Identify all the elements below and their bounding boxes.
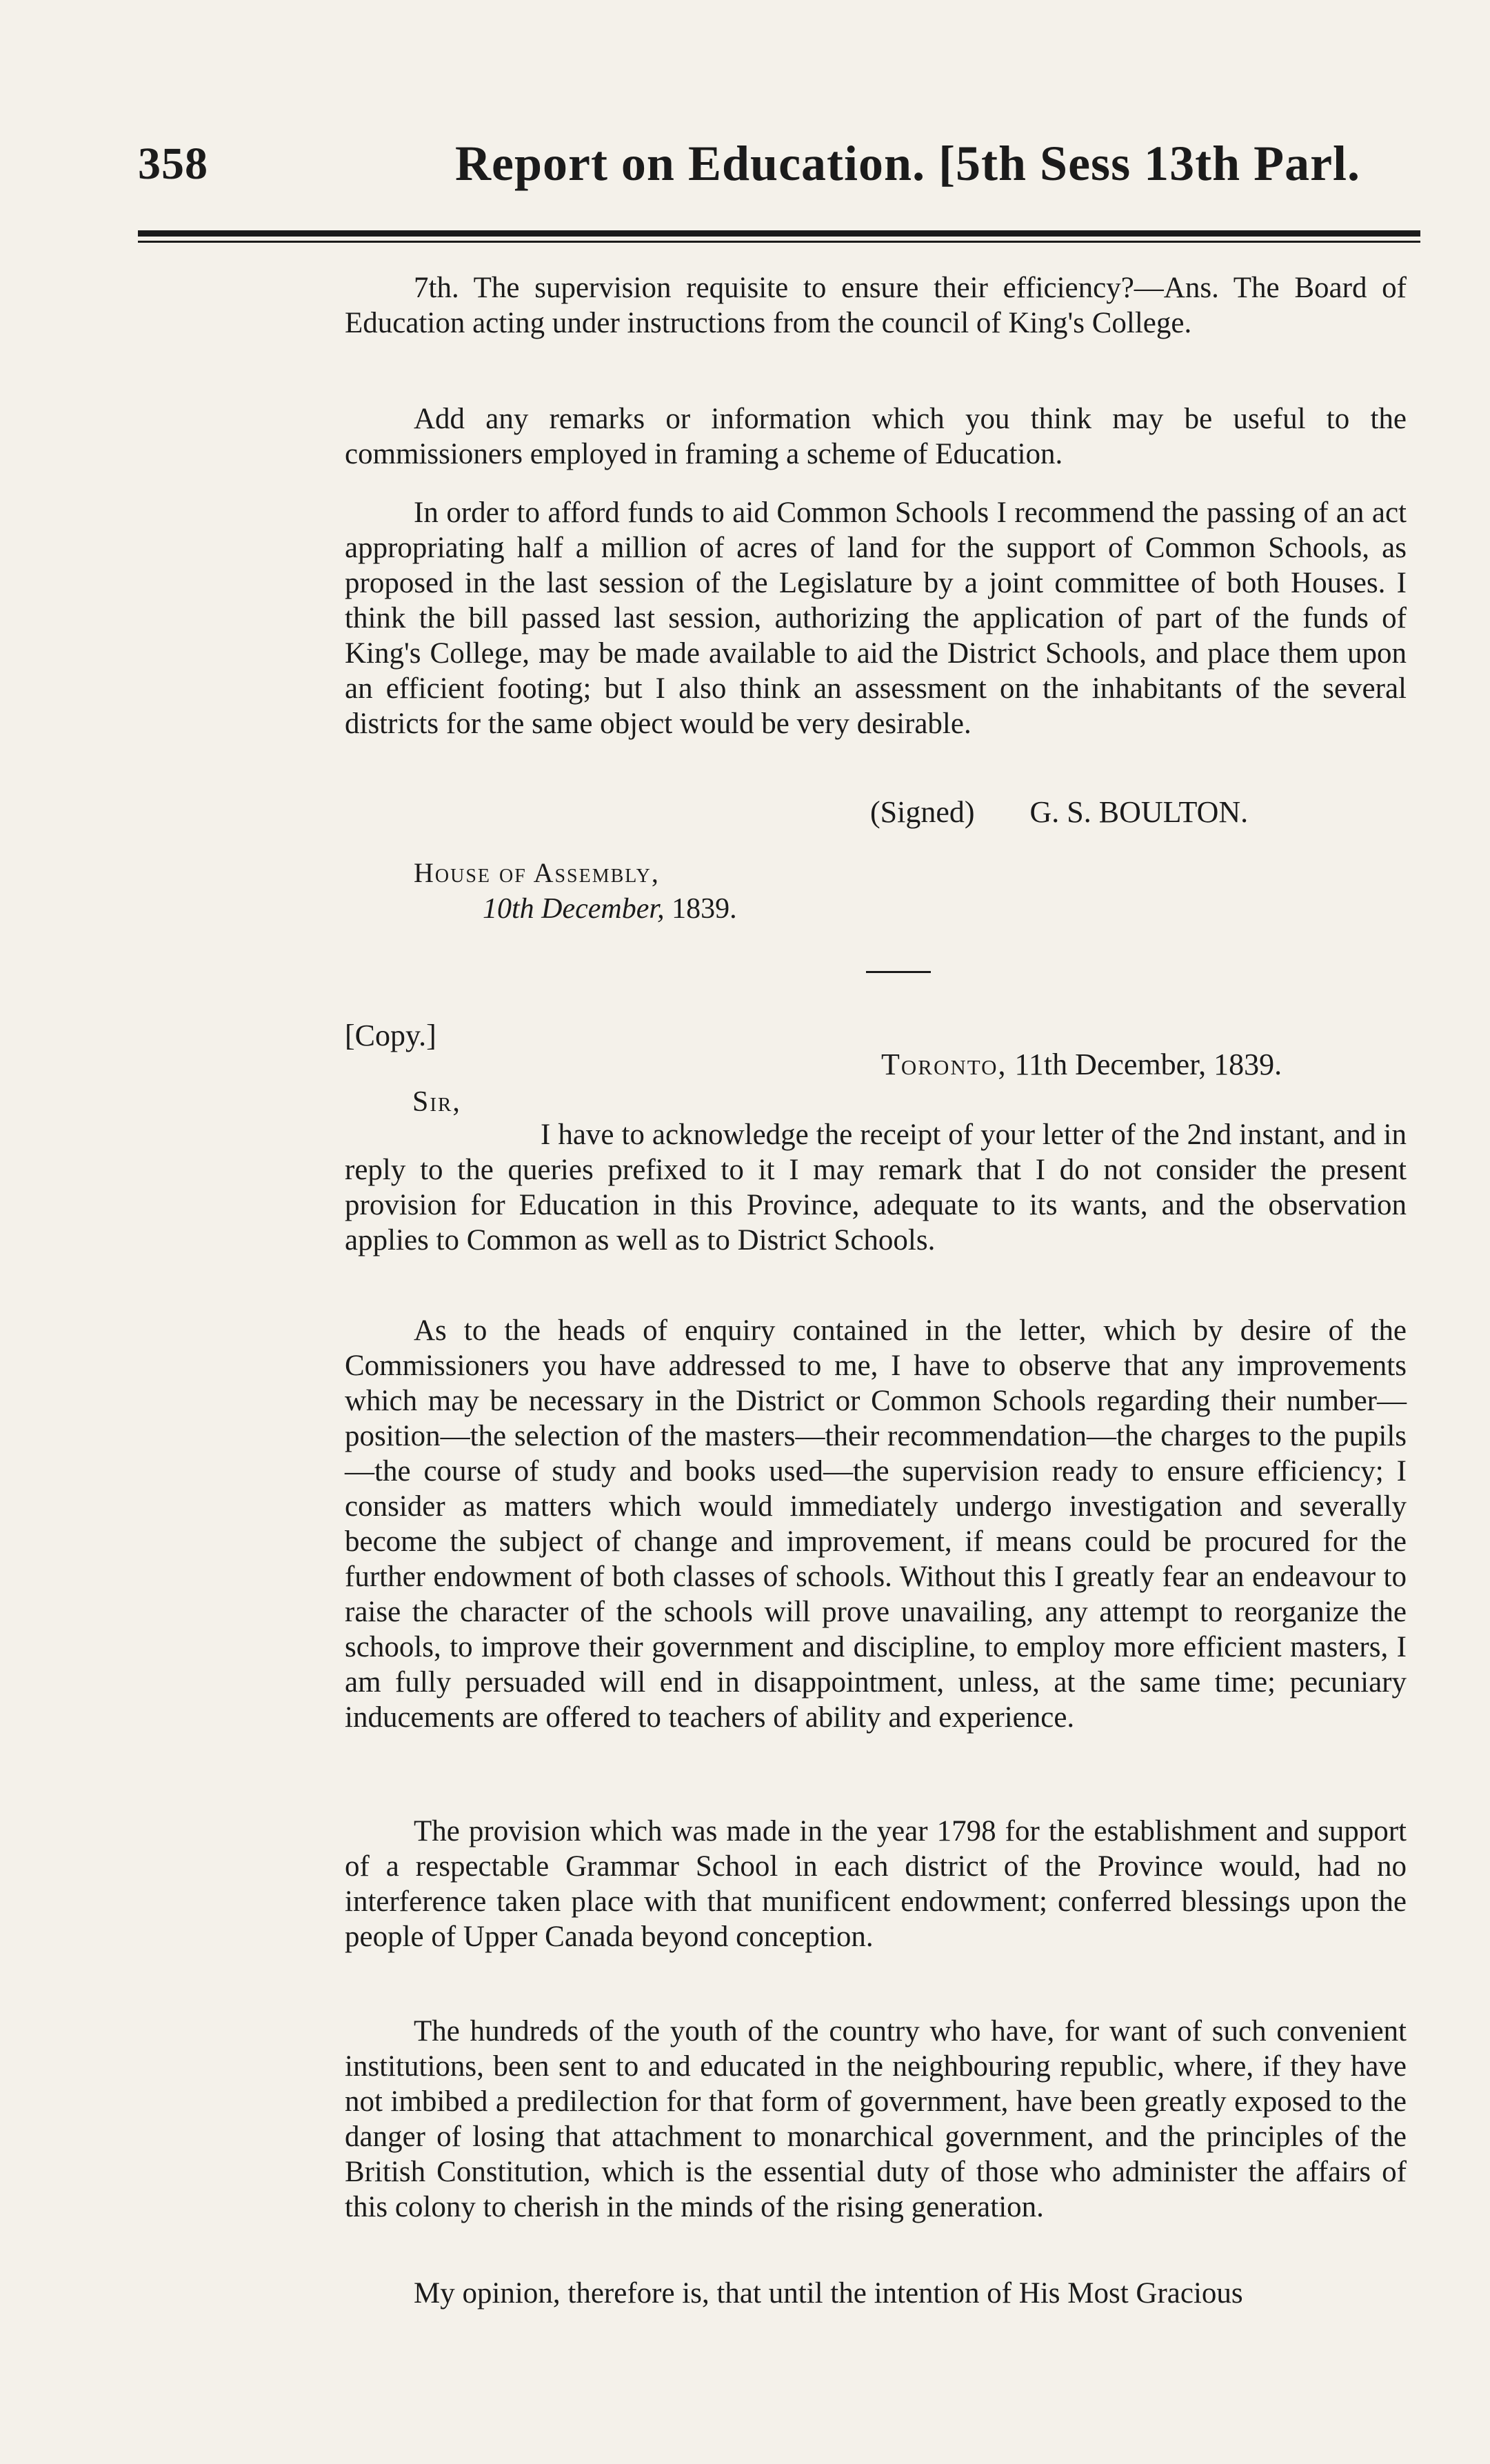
copy-label: [Copy.]: [345, 1019, 436, 1052]
section-separator: [866, 971, 931, 973]
date-year: 1839.: [672, 893, 737, 925]
page-number: 358: [138, 139, 208, 189]
paragraph-remarks-question: Add any remarks or information which you think may be useful to the commissioners employed in framing a scheme of Education.: [345, 403, 1407, 470]
letter-date: 11th December, 1839.: [1014, 1048, 1282, 1081]
house-of-assembly: House of Assembly,: [414, 857, 660, 888]
dateline: [483, 892, 737, 925]
signed-label: (Signed): [870, 795, 975, 829]
paragraph-remarks-answer: In order to afford funds to aid Common Schools I recommend the passing of an act appropriating half a million of acres of land for the support of Common Schools, as proposed in the last session of the Legislature by a joint committee of both Houses. I think the bill passed last session, authorizing the application of part of the funds of King's College, may be made available to aid the District Schools, and place them upon an efficient footing; but I also think an assessment on the inhabitants of the several districts for the same object would be very desirable.: [345, 497, 1407, 740]
letter-dateline: [881, 1047, 1282, 1082]
signer-name: G. S. BOULTON.: [1029, 795, 1249, 829]
date-day: 10th December,: [483, 893, 665, 925]
letter-paragraph-4: The hundreds of the youth of the country who have, for want of such convenient institutions, been sent to and educated in the neighbouring republic, where, if they have not imbibed a predilection for that form of government, have been greatly exposed to the danger of losing that attachment to monarchical government, and the principles of the British Constitution, which is the essential duty of those who administer the affairs of this colony to cherish in the minds of the rising generation.: [345, 2015, 1407, 2223]
letter-paragraph-2: As to the heads of enquiry contained in the letter, which by desire of the Commissioners you have addressed to me, I have to observe that any improvements which may be necessary in the District or Common Schools regarding their number—position—the selection of the masters—their recommendation—the charges to the pupils—the course of study and books used—the supervision ready to ensure efficiency; I consider as matters which would immediately undergo investigation and severally become the subject of change and improvement, if means could be procured for the further endowment of both classes of schools. Without this I greatly fear an endeavour to raise the character of the schools will prove unavailing, any attempt to reorganize the schools, to improve their government and discipline, to employ more efficient masters, I am fully persuaded will end in disappointment, unless, at the same time; pecuniary inducements are offered to teachers of ability and experience.: [345, 1314, 1407, 1734]
letter-place: Toronto,: [881, 1048, 1007, 1081]
header-rule-thick: [138, 230, 1420, 237]
signature-line: [870, 794, 1248, 830]
header-rule-thin: [138, 241, 1420, 243]
letter-paragraph-1: I have to acknowledge the receipt of your letter of the 2nd instant, and in reply to the queries prefixed to it I may remark that I do not consider the present provision for Education in this Province, adequate to its wants, and the observation applies to Common as well as to District Schools.: [345, 1119, 1407, 1256]
letter-paragraph-3: The provision which was made in the year 1798 for the establishment and support of a respectable Grammar School in each district of the Province would, had no interference taken place with that munificent endowment; conferred blessings upon the people of Upper Canada beyond conception.: [345, 1815, 1407, 1953]
running-head: Report on Education. [5th Sess 13th Parl.: [455, 136, 1361, 191]
paragraph-answer-7th: 7th. The supervision requisite to ensure their efficiency?—Ans. The Board of Education acting under instructions from the council of King's College.: [345, 272, 1407, 339]
letter-salutation: Sir,: [412, 1086, 461, 1118]
letter-paragraph-5: My opinion, therefore is, that until the intention of His Most Gracious: [414, 2277, 1243, 2310]
